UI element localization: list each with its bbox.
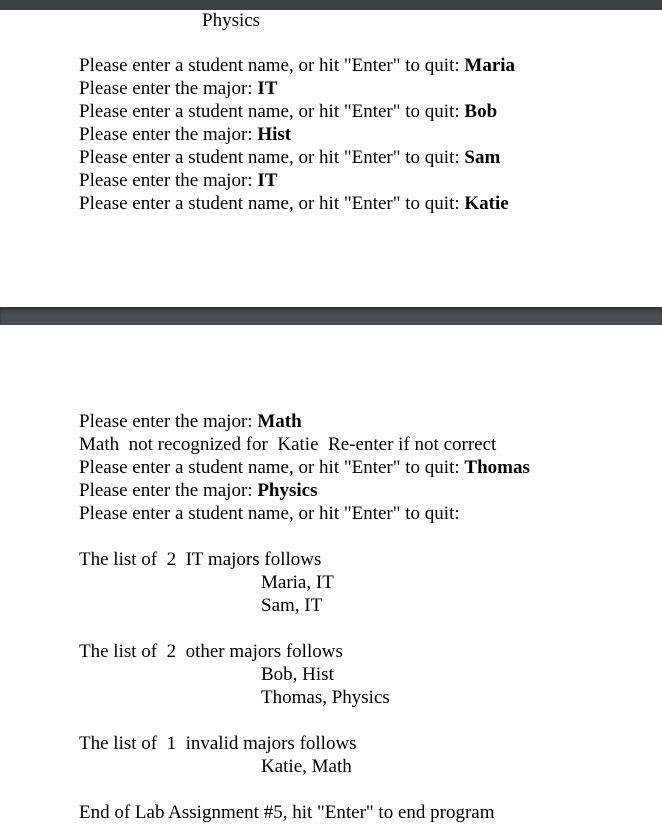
prompt-text: Please enter the major: — [79, 78, 258, 99]
prompt-text: Please enter a student name, or hit "Enter" to quit: — [79, 55, 465, 76]
page-separator — [0, 307, 662, 325]
prompt-text: Please enter a student name, or hit "Enter" to quit: — [79, 193, 465, 214]
prompt-text: Please enter a student name, or hit "Enter" to quit: — [79, 147, 465, 168]
prompt-text: Math not recognized for Katie Re-enter if not correct — [79, 434, 497, 455]
user-input: IT — [257, 78, 278, 99]
console-line — [79, 169, 277, 192]
list-item: Maria, IT — [261, 572, 334, 593]
user-input: Hist — [257, 124, 292, 145]
prompt-text: Please enter a student name, or hit "Enter" to quit: — [79, 457, 465, 478]
prompt-text: Please enter the major: — [79, 124, 258, 145]
console-line — [79, 479, 318, 502]
user-input: Math — [257, 411, 302, 432]
console-line — [79, 502, 464, 525]
console-line — [79, 100, 497, 123]
console-line — [79, 77, 277, 100]
user-input: Katie — [464, 193, 509, 214]
user-input: Maria — [464, 55, 516, 76]
footer-line: End of Lab Assignment #5, hit "Enter" to end program — [79, 802, 495, 823]
prompt-text: Please enter the major: — [79, 170, 258, 191]
prompt-text: Please enter the major: — [79, 480, 258, 501]
user-input: Physics — [257, 480, 318, 501]
list-item: Thomas, Physics — [261, 687, 390, 708]
console-line — [79, 123, 291, 146]
top-page-edge — [0, 0, 662, 10]
prompt-text: Please enter the major: — [79, 411, 258, 432]
prompt-text: Please enter a student name, or hit "Enter" to quit: — [79, 503, 465, 524]
page1-heading: Physics — [202, 10, 261, 31]
prompt-text: Please enter a student name, or hit "Enter" to quit: — [79, 101, 465, 122]
it-list-header: The list of 2 IT majors follows — [79, 549, 322, 570]
invalid-list-header: The list of 1 invalid majors follows — [79, 733, 357, 754]
list-item: Katie, Math — [261, 756, 352, 777]
user-input: Bob — [464, 101, 498, 122]
user-input: Sam — [464, 147, 501, 168]
list-item: Sam, IT — [261, 595, 323, 616]
list-item: Bob, Hist — [261, 664, 334, 685]
other-list-header: The list of 2 other majors follows — [79, 641, 343, 662]
error-line — [79, 433, 496, 456]
console-line — [79, 410, 302, 433]
console-line — [79, 54, 515, 77]
user-input: Thomas — [464, 457, 530, 478]
console-line — [79, 456, 530, 479]
console-line — [79, 146, 500, 169]
console-line — [79, 192, 509, 215]
user-input: IT — [257, 170, 278, 191]
